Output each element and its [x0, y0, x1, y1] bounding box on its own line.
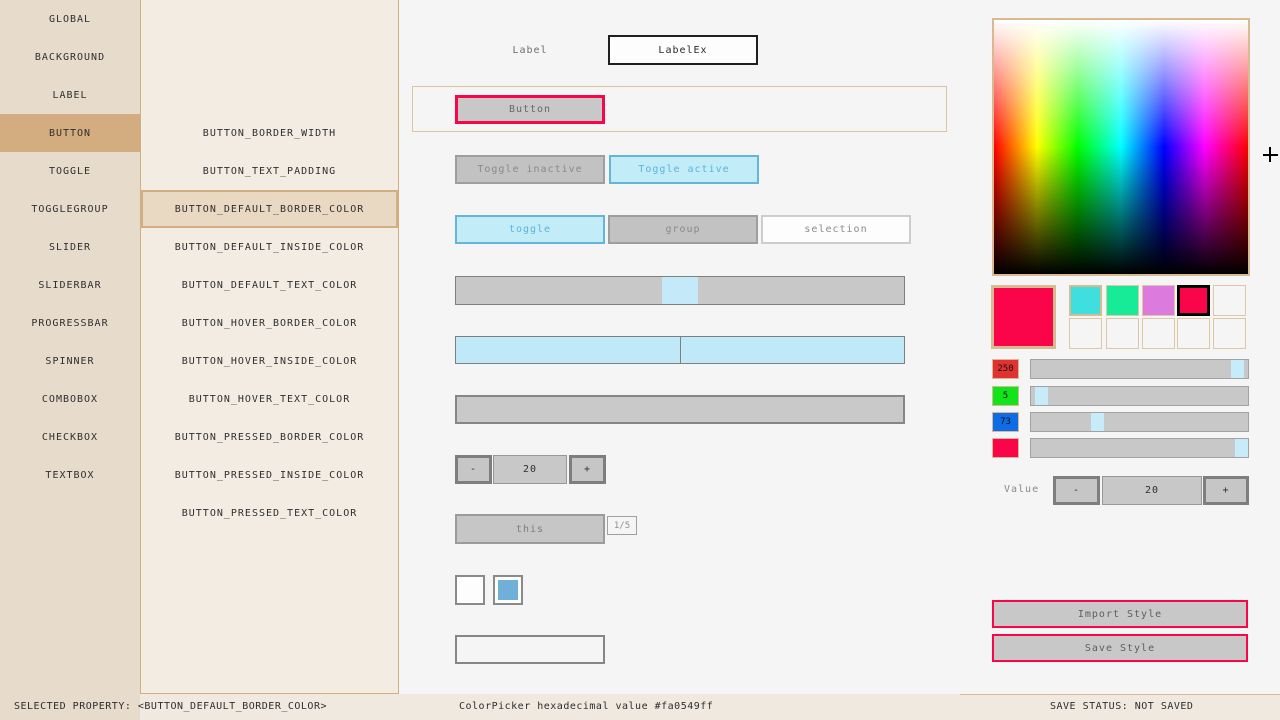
sliderbar-fill-edge [680, 337, 681, 363]
result-color-box [992, 438, 1019, 458]
sidebar-item-label[interactable]: LABEL [52, 89, 88, 101]
preview-toggle-active[interactable]: Toggle active [609, 155, 759, 184]
preview-togglegroup-toggle[interactable]: toggle [455, 215, 605, 244]
value-spinner-label: Value [1004, 484, 1040, 495]
saved-swatch-cyan[interactable] [1069, 285, 1102, 316]
property-item-default-border-color[interactable]: BUTTON_DEFAULT_BORDER_COLOR [141, 190, 398, 228]
red-value-box[interactable]: 250 [992, 359, 1019, 379]
picker-crosshair-icon [1269, 147, 1271, 162]
value-spinner-plus-button[interactable]: + [1203, 476, 1249, 505]
sidebar-item-spinner[interactable]: SPINNER [45, 355, 95, 367]
preview-textbox[interactable] [455, 635, 605, 664]
property-item-hover-text-color[interactable]: BUTTON_HOVER_TEXT_COLOR [188, 393, 351, 405]
checkbox-check-fill [498, 580, 518, 600]
preview-toggle-inactive[interactable]: Toggle inactive [455, 155, 605, 184]
sidebar-item-global[interactable]: GLOBAL [48, 13, 92, 25]
green-slider[interactable] [1030, 386, 1249, 406]
status-selected-property: SELECTED PROPERTY: <BUTTON_DEFAULT_BORDER_COLOR> [14, 701, 327, 712]
color-picker-gradient[interactable] [992, 18, 1250, 276]
property-item-hover-border-color[interactable]: BUTTON_HOVER_BORDER_COLOR [181, 317, 358, 329]
saved-swatch-crimson-selected[interactable] [1177, 285, 1210, 316]
saved-swatch-empty[interactable] [1142, 318, 1175, 349]
red-slider-thumb[interactable] [1231, 360, 1244, 378]
alpha-slider[interactable] [1030, 438, 1249, 458]
sidebar-item-checkbox[interactable]: CHECKBOX [41, 431, 99, 443]
green-value-box[interactable]: 5 [992, 386, 1019, 406]
blue-slider[interactable] [1030, 412, 1249, 432]
preview-labelex: LabelEx [608, 35, 758, 65]
property-item-pressed-border-color[interactable]: BUTTON_PRESSED_BORDER_COLOR [174, 431, 365, 443]
preview-togglegroup-group[interactable]: group [608, 215, 758, 244]
import-style-button[interactable]: Import Style [992, 600, 1248, 628]
saved-swatch-empty[interactable] [1069, 318, 1102, 349]
sidebar-item-sliderbar[interactable]: SLIDERBAR [38, 279, 102, 291]
preview-label-text: Label [512, 44, 548, 56]
preview-checkbox-checked[interactable] [493, 575, 523, 605]
status-save-status: SAVE STATUS: NOT SAVED [1050, 701, 1194, 712]
saved-swatch-orchid[interactable] [1142, 285, 1175, 316]
controls-sidebar [0, 0, 140, 720]
current-color-swatch[interactable] [991, 285, 1056, 349]
preview-sliderbar[interactable] [455, 336, 905, 364]
preview-combobox[interactable]: this [455, 514, 605, 544]
saved-swatch-green[interactable] [1106, 285, 1139, 316]
sidebar-item-textbox[interactable]: TEXTBOX [45, 469, 95, 481]
status-bar-divider [960, 694, 1280, 695]
preview-button[interactable]: Button [455, 95, 605, 124]
value-spinner-value[interactable]: 20 [1102, 476, 1202, 505]
color-panel [960, 0, 1280, 694]
sidebar-item-toggle[interactable]: TOGGLE [48, 165, 92, 177]
property-item-text-padding[interactable]: BUTTON_TEXT_PADDING [202, 165, 337, 177]
combobox-counter[interactable]: 1/5 [607, 516, 637, 535]
sidebar-item-combobox[interactable]: COMBOBOX [41, 393, 99, 405]
slider-thumb[interactable] [662, 277, 698, 304]
preview-progressbar [455, 395, 905, 424]
property-item-border-width[interactable]: BUTTON_BORDER_WIDTH [202, 127, 337, 139]
save-style-button[interactable]: Save Style [992, 634, 1248, 662]
preview-checkbox-unchecked[interactable] [455, 575, 485, 605]
blue-value-box[interactable]: 73 [992, 412, 1019, 432]
sidebar-item-progressbar[interactable]: PROGRESSBAR [31, 317, 109, 329]
saved-swatch-empty[interactable] [1213, 318, 1246, 349]
spinner-value[interactable]: 20 [493, 455, 567, 484]
saved-swatch-empty[interactable] [1106, 318, 1139, 349]
sidebar-item-togglegroup[interactable]: TOGGLEGROUP [31, 203, 109, 215]
widget-preview-area [400, 0, 960, 694]
alpha-slider-thumb[interactable] [1235, 439, 1248, 457]
spinner-plus-button[interactable]: + [569, 455, 606, 484]
property-item-pressed-text-color[interactable]: BUTTON_PRESSED_TEXT_COLOR [181, 507, 358, 519]
value-spinner-minus-button[interactable]: - [1053, 476, 1100, 505]
properties-list [140, 0, 399, 694]
green-slider-thumb[interactable] [1035, 387, 1048, 405]
saved-swatch-empty[interactable] [1177, 318, 1210, 349]
property-item-pressed-inside-color[interactable]: BUTTON_PRESSED_INSIDE_COLOR [174, 469, 365, 481]
preview-slider[interactable] [455, 276, 905, 305]
property-item-default-inside-color[interactable]: BUTTON_DEFAULT_INSIDE_COLOR [174, 241, 365, 253]
red-slider[interactable] [1030, 359, 1249, 379]
sidebar-item-button[interactable]: BUTTON [0, 114, 140, 152]
sidebar-item-background[interactable]: BACKGROUND [34, 51, 106, 63]
status-hex-value: ColorPicker hexadecimal value #fa0549ff [459, 701, 714, 712]
sidebar-item-slider[interactable]: SLIDER [48, 241, 92, 253]
preview-togglegroup-selection[interactable]: selection [761, 215, 911, 244]
property-item-hover-inside-color[interactable]: BUTTON_HOVER_INSIDE_COLOR [181, 355, 358, 367]
blue-slider-thumb[interactable] [1091, 413, 1104, 431]
spinner-minus-button[interactable]: - [455, 455, 492, 484]
property-item-default-text-color[interactable]: BUTTON_DEFAULT_TEXT_COLOR [181, 279, 358, 291]
saved-swatch-empty[interactable] [1213, 285, 1246, 316]
